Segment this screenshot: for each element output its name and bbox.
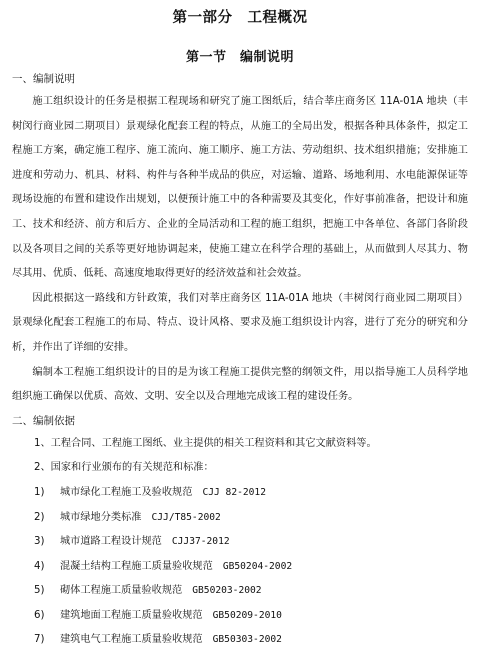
standard-num: 7)	[34, 634, 45, 646]
standard-item	[12, 555, 468, 580]
standard-code: GB50303-2002	[212, 634, 282, 646]
standards-list	[12, 481, 468, 653]
standard-code: CJJ 82-2012	[202, 486, 266, 498]
basis-item-1: 1、工程合同、工程施工图纸、业主提供的相关工程资料和其它文献资料等。	[34, 437, 377, 449]
standard-item	[12, 530, 468, 555]
standard-name: 混凝土结构工程施工质量验收规范	[60, 560, 213, 572]
standard-num: 3)	[34, 536, 45, 548]
standard-item	[12, 481, 468, 506]
standard-num: 4)	[34, 560, 45, 572]
basis-item-2: 2、国家和行业颁布的有关规范和标准：	[34, 462, 214, 474]
standard-item	[12, 628, 468, 653]
standard-code: CJJ/T85-2002	[151, 511, 221, 523]
standard-item	[12, 604, 468, 629]
part-title: 第一部分 工程概况	[172, 10, 308, 26]
paragraph-policy: 因此根据这一路线和方针政策，我们对莘庄商务区 11A-01A 地块（丰树闵行商业园二期项目）景观绿化配套工程施工的布局、特点、设计风格、要求及施工组织设计内容，进行了充分的研究和分析，并作出了详细的安排。	[12, 292, 468, 353]
standard-code: GB50209-2010	[212, 609, 282, 621]
heading-compilation-basis: 二、编制依据	[12, 414, 75, 427]
standard-code: GB50204-2002	[222, 560, 293, 572]
standard-item	[12, 579, 468, 604]
standard-name: 建筑地面工程施工质量验收规范	[60, 609, 203, 621]
standard-num: 2)	[34, 511, 45, 523]
standard-num: 6)	[34, 609, 45, 621]
standard-num: 1)	[34, 486, 45, 498]
heading-compilation-notes: 一、编制说明	[12, 73, 75, 85]
paragraph-purpose: 编制本工程施工组织设计的目的是为该工程施工提供完整的纲领文件，用以指导施工人员科学地组织施工确保以优质、高效、文明、安全以及合理地完成该工程的建设任务。	[12, 366, 468, 403]
standard-code: GB50203-2002	[192, 585, 262, 597]
section-title: 第一节 编制说明	[185, 50, 294, 65]
standard-num: 5)	[34, 585, 45, 597]
standard-name: 建筑电气工程施工质量验收规范	[60, 634, 203, 646]
standard-name: 砌体工程施工质量验收规范	[60, 585, 183, 597]
standard-code: CJJ37-2012	[171, 536, 230, 548]
standard-name: 城市绿地分类标准	[60, 511, 142, 523]
paragraph-task: 施工组织设计的任务是根据工程现场和研究了施工图纸后，结合莘庄商务区 11A-01A 地块（丰树闵行商业园二期项目）景观绿化配套工程的特点，从施工的全局出发，根据各种具体条件，拟定工程施工方案，确定施工程序、施工流向、施工顺序、施工方法、劳动组织、技术组织措施；安排施工进度和劳动力、机具、材料、构件与各种半成品的供应，对运输、道路、场地利用、水电能源保证等现场设施的布置和建设作出规划，以便预计施工中的各种需要及其变化，作好事前准备，把设计和施工、技术和经济、前方和后方、企业的全局活动和工程的施工组织，把施工中各单位、各部门各阶段以及各项目之间的关系等更好地协调起来，使施工建立在科学合理的基础上，从而做到人尽其力、物尽其用、优质、低耗、高速度地取得更好的经济效益和社会效益。	[12, 96, 468, 280]
standard-name: 城市绿化工程施工及验收规范	[60, 486, 193, 498]
standard-name: 城市道路工程设计规范	[60, 536, 162, 548]
standard-item	[12, 506, 468, 531]
